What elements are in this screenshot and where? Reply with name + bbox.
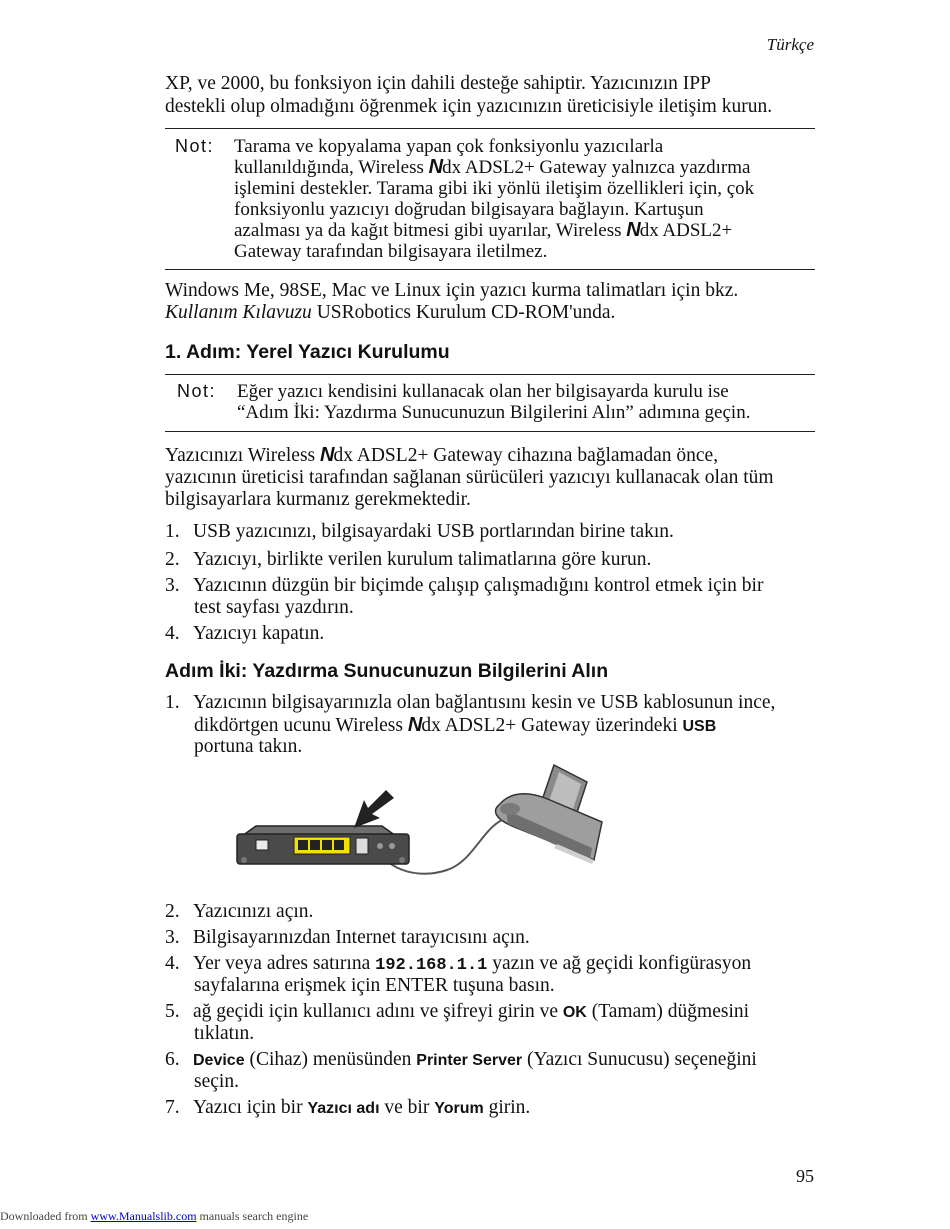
note2-line: “Adım İki: Yazdırma Sunucunuzun Bilgilerini Alın” adımına geçin. xyxy=(237,402,751,423)
arrow-icon xyxy=(354,790,394,828)
list-item-continued: dikdörtgen ucunu Wireless Ndx ADSL2+ Gateway üzerindeki USB xyxy=(194,714,717,736)
page-number: 95 xyxy=(796,1166,814,1186)
usb-port-label: USB xyxy=(682,718,717,735)
note2-line: Eğer yazıcı kendisini kullanacak olan her bilgisayarda kurulu ise xyxy=(237,381,729,402)
windows-line-2: Kullanım Kılavuzu USRobotics Kurulum CD-ROM'unda. xyxy=(165,302,616,323)
list-item: 7. Yazıcı için bir Yazıcı adı ve bir Yorum girin. xyxy=(165,1097,531,1118)
note-text xyxy=(234,136,814,262)
ok-label: OK xyxy=(562,1004,587,1021)
step1-heading: 1. Adım: Yerel Yazıcı Kurulumu xyxy=(165,341,450,363)
router-printer-illustration xyxy=(232,760,612,885)
manualslib-link[interactable]: www.Manualslib.com xyxy=(90,1209,197,1223)
guide-title: Kullanım Kılavuzu xyxy=(165,302,312,323)
list-item: 6. Device (Cihaz) menüsünden Printer Server (Yazıcı Sunucusu) seçeneğini xyxy=(165,1049,757,1070)
ip-address: 192.168.1.1 xyxy=(375,956,488,975)
windows-line-1: Windows Me, 98SE, Mac ve Linux için yazıcı kurma talimatları için bkz. xyxy=(165,280,739,301)
step1-para-line-3: bilgisayarlara kurmanız gerekmektedir. xyxy=(165,489,471,510)
footer: Downloaded from www.Manualslib.com manuals search engine xyxy=(0,1209,309,1223)
note2-rule-bottom xyxy=(165,431,815,432)
language-label: Türkçe xyxy=(766,35,814,54)
note-line: fonksiyonlu yazıcıyı doğrudan bilgisayara bağlayın. Kartuşun xyxy=(234,199,704,220)
list-item-continued: test sayfası yazdırın. xyxy=(194,597,354,618)
list-item-continued: portuna takın. xyxy=(194,736,303,757)
comment-label: Yorum xyxy=(434,1100,484,1117)
note-line: azalması ya da kağıt bitmesi gibi uyarılar, Wireless Ndx ADSL2+ xyxy=(234,219,733,241)
step1-para-line-1: Yazıcınızı Wireless Ndx ADSL2+ Gateway cihazına bağlamadan önce, xyxy=(165,444,719,466)
router-icon xyxy=(237,826,409,864)
printer-name-label: Yazıcı adı xyxy=(307,1100,380,1117)
list-item: 2. Yazıcıyı, birlikte verilen kurulum talimatlarına göre kurun. xyxy=(165,549,652,570)
note2-rule-top xyxy=(165,374,815,375)
list-item: 1. USB yazıcınızı, bilgisayardaki USB portlarından birine takın. xyxy=(165,521,674,542)
device-menu-label: Device xyxy=(193,1052,245,1069)
note-rule-top xyxy=(165,128,815,129)
note-line: işlemini destekler. Tarama gibi iki yönlü iletişim özellikleri için, çok xyxy=(234,178,755,199)
note-line: kullanıldığında, Wireless Ndx ADSL2+ Gateway yalnızca yazdırma xyxy=(234,156,751,178)
list-item-continued: sayfalarına erişmek için ENTER tuşuna basın. xyxy=(194,975,555,996)
list-item-continued: seçin. xyxy=(194,1071,239,1092)
printer-icon xyxy=(496,765,602,864)
step1-para-line-2: yazıcının üreticisi tarafından sağlanan sürücüleri yazıcıyı kullanacak olan tüm xyxy=(165,467,774,488)
note-label: Not: xyxy=(175,136,215,156)
step2-heading: Adım İki: Yazdırma Sunucunuzun Bilgilerini Alın xyxy=(165,660,609,682)
note-line: Gateway tarafından bilgisayara iletilmez. xyxy=(234,241,548,262)
note2-label: Not: xyxy=(177,381,217,401)
note-rule-bottom xyxy=(165,269,815,270)
note2-text xyxy=(237,381,817,423)
intro-line-1: XP, ve 2000, bu fonksiyon için dahili desteğe sahiptir. Yazıcınızın IPP xyxy=(165,73,711,94)
list-item: 4. Yer veya adres satırına 192.168.1.1 yazın ve ağ geçidi konfigürasyon xyxy=(165,953,752,975)
intro-line-2: destekli olup olmadığını öğrenmek için yazıcınızın üreticisiyle iletişim kurun. xyxy=(165,96,773,117)
list-item: 5. ağ geçidi için kullanıcı adını ve şifreyi girin ve OK (Tamam) düğmesini xyxy=(165,1001,750,1022)
list-item: 3. Yazıcının düzgün bir biçimde çalışıp çalışmadığını kontrol etmek için bir xyxy=(165,575,764,596)
list-item-continued: tıklatın. xyxy=(194,1023,255,1044)
list-item: 3. Bilgisayarınızdan Internet tarayıcısını açın. xyxy=(165,927,530,948)
list-item: 4. Yazıcıyı kapatın. xyxy=(165,623,325,644)
list-item: 1. Yazıcının bilgisayarınızla olan bağlantısını kesin ve USB kablosunun ince, xyxy=(165,692,776,713)
list-item: 2. Yazıcınızı açın. xyxy=(165,901,314,922)
printer-server-label: Printer Server xyxy=(416,1052,523,1069)
note-line: Tarama ve kopyalama yapan çok fonksiyonlu yazıcılarla xyxy=(234,136,664,157)
